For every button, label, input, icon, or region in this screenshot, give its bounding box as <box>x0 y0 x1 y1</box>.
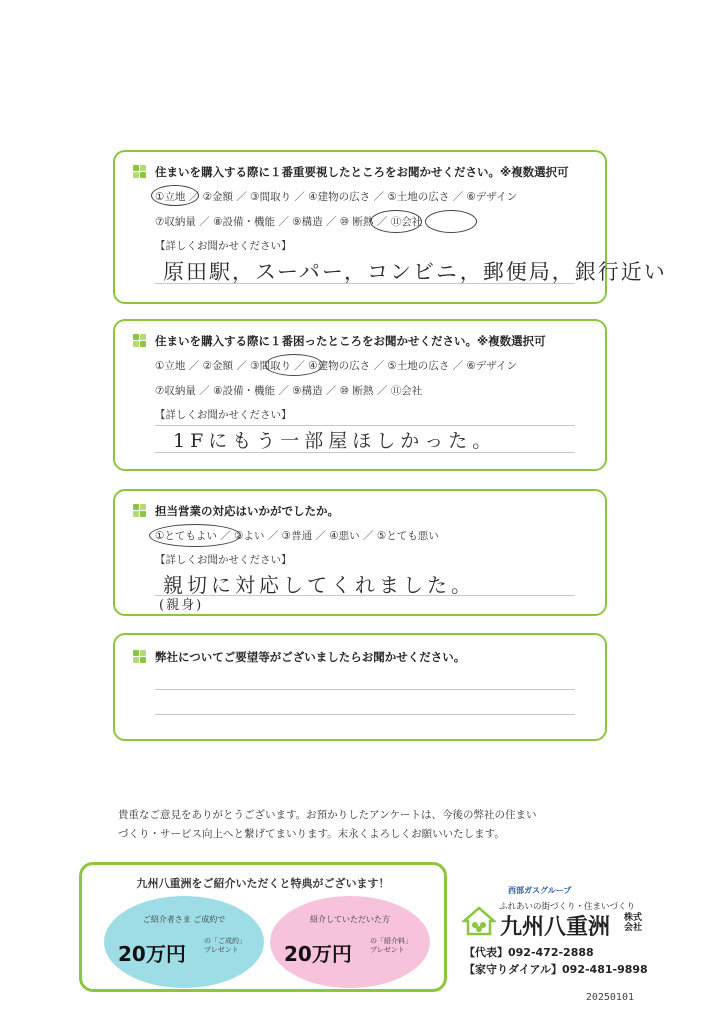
clover-icon <box>133 165 147 179</box>
phone-main-number: 092-472-2888 <box>508 946 594 959</box>
gift-line: プレゼント <box>370 946 405 954</box>
options-row: ①立地 ／ ②金額 ／ ③間取り ／ ④建物の広さ ／ ⑤土地の広さ ／ ⑥デザイン <box>155 191 518 203</box>
question-card-3 <box>113 489 607 616</box>
detail-label: 【詳しくお聞かせください】 <box>155 240 292 252</box>
question-card-4 <box>113 633 607 741</box>
question-title: 担当営業の対応はいかがでしたか。 <box>155 504 339 518</box>
selection-circle <box>265 354 323 376</box>
phone-main <box>464 944 594 960</box>
options-row: ①立地 ／ ②金額 ／ ③間取り ／ ④建物の広さ ／ ⑤土地の広さ ／ ⑥デザイン <box>155 360 518 372</box>
bubble-amount: 20万円 <box>118 942 186 966</box>
handwritten-answer: 1Fにもう一部屋ほしかった。 <box>173 430 497 452</box>
options-row: ⑦収納量 ／ ⑧設備・機能 ／ ⑨構造 ／ ⑩ 断熱 ／ ⑪会社 <box>155 216 423 228</box>
group-name: 西部ガスグループ <box>508 886 572 895</box>
thanks-text: づくり・サービス向上へと繋げてまいります。末永くよろしくお願いいたします。 <box>118 828 505 840</box>
selection-circle <box>370 210 422 233</box>
bubble-subtitle: 紹介していただいた方 <box>310 915 390 924</box>
answer-line <box>155 714 575 715</box>
company-tagline: ふれあいの街づくり・住まいづくり <box>499 902 636 912</box>
handwritten-answer: 原田駅，スーパー，コンビニ，郵便局，銀行近い <box>163 260 667 284</box>
referral-promo-box <box>79 862 447 992</box>
clover-icon <box>133 504 147 518</box>
answer-line <box>155 595 575 596</box>
bubble-gift <box>370 937 412 955</box>
selection-circle <box>151 185 199 206</box>
answer-line <box>155 689 575 690</box>
handwritten-answer: (親身) <box>159 598 204 613</box>
phone-support-label: 【家守りダイアル】 <box>464 963 563 976</box>
question-title: 弊社についてご要望等がございましたらお聞かせください。 <box>155 650 466 664</box>
company-suffix: 株式会社 <box>624 913 643 933</box>
promo-title: 九州八重洲をご紹介いただくと特典がございます！ <box>136 877 390 890</box>
company-name: 九州八重洲 <box>500 915 611 940</box>
bubble-amount: 20万円 <box>284 942 352 966</box>
options-row: ①とてもよい ／ ②よい ／ ③普通 ／ ④悪い ／ ⑤とても悪い <box>155 530 439 542</box>
bubble-gift <box>204 937 246 955</box>
question-card-1 <box>113 150 667 304</box>
document-date: 20250101 <box>585 992 634 1003</box>
phone-support-number: 092-481-9898 <box>562 963 648 976</box>
promo-bubble-left <box>104 896 264 988</box>
detail-label: 【詳しくお聞かせください】 <box>155 554 292 566</box>
selection-circle <box>149 524 241 547</box>
house-logo-icon <box>462 906 496 936</box>
gift-line: の「ご成約」 <box>204 937 246 945</box>
handwritten-answer: 親切に対応してくれました。 <box>163 573 475 597</box>
answer-line <box>155 452 575 453</box>
options-row: ⑦収納量 ／ ⑧設備・機能 ／ ⑨構造 ／ ⑩ 断熱 ／ ⑪会社 <box>155 385 423 397</box>
question-title: 住まいを購入する際に１番困ったところをお聞かせください。※複数選択可 <box>155 334 546 348</box>
selection-circle <box>425 210 477 233</box>
question-title: 住まいを購入する際に１番重要視したところをお聞かせください。※複数選択可 <box>155 165 569 179</box>
question-card-2 <box>113 319 607 471</box>
bubble-subtitle: ご紹介者さま ご成約で <box>142 915 226 924</box>
answer-line <box>155 283 575 284</box>
detail-label: 【詳しくお聞かせください】 <box>155 409 292 421</box>
answer-line <box>155 425 575 426</box>
phone-main-label: 【代表】 <box>464 946 508 959</box>
gift-line: の「紹介料」 <box>370 937 412 945</box>
phone-support <box>464 961 648 977</box>
promo-bubble-right <box>270 896 430 988</box>
clover-icon <box>133 334 147 348</box>
clover-icon <box>133 650 147 664</box>
gift-line: プレゼント <box>204 946 239 954</box>
thanks-text: 貴重なご意見をありがとうございます。お預かりしたアンケートは、今後の弊社の住まい <box>118 809 537 821</box>
